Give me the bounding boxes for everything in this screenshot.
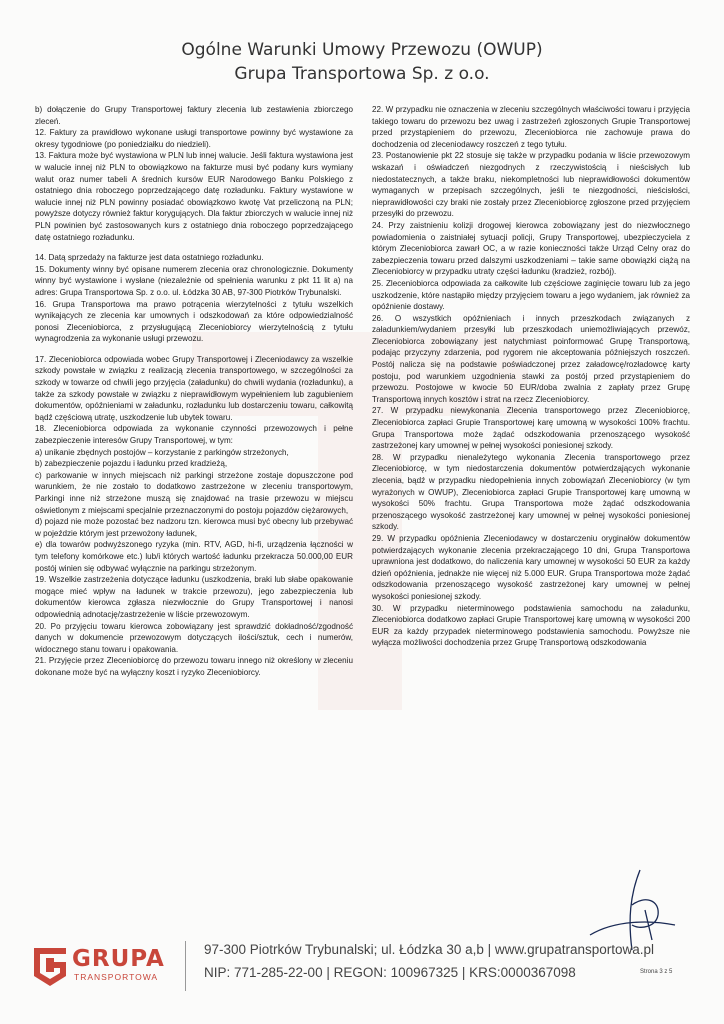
footer-address: 97-300 Piotrków Trybunalski; ul. Łódzka 30 a,b | www.grupatransportowa.pl bbox=[204, 942, 654, 957]
clause-item: d) pojazd nie może pozostać bez nadzoru tzn. kierowca musi być obecny lub przebywać w pojeździe którym jest przewożony ładunek, bbox=[35, 517, 353, 538]
clause: 26. O wszystkich opóźnieniach i innych przeszkodach związanych z załadunkiem/wydaniem przesyłki lub przeszkodach uniemożliwiających przewóz, Zleceniobiorca zobowiązany jest natychmiast poinformować Grupę Transportową, podając przyczyny zdarzenia, pod rygorem nie akceptowania późniejszych roszczeń. Postój nalicza się na podstawie poświadczonej przez załadowcę/rozładowcę karty postoju, pod warunkiem uzgodnienia stawki za postój przed przystąpieniem do przewozu. Postojowe w kwocie 50 EUR/doba zwalnia z zapłaty przez Grupę Transportową innych kosztów i strat na rzecz Zleceniobiorcy. bbox=[372, 313, 690, 404]
title-line-1: Ogólne Warunki Umowy Przewozu (OWUP) bbox=[181, 40, 543, 60]
page-number: Strona 3 z 5 bbox=[640, 969, 673, 975]
clause: 13. Faktura może być wystawiona w PLN lub innej walucie. Jeśli faktura wystawiona jest w walucie innej niż PLN to obowiązkowo na fakturze musi być podany kurs wymiany walut oraz numer tabeli A średnich kursów EUR Narodowego Banku Polskiego z ostatniego dnia roboczego poprzedzającego datę rozładunku. Faktury wystawione w walucie innej niż PLN powinny posiadać obowiązkowo kwotę Vat przeliczoną na PLN; powyższe dotyczy również faktur korygujących. Dla faktur zbiorczych w walucie innej niż PLN powinien być zastosowanych kurs z ostatniego dnia roboczego poprzedzającego datę ostatniego rozładunku. bbox=[35, 151, 353, 242]
clause-item: e) dla towarów podwyższonego ryzyka (min. RTV, AGD, hi-fi, urządzenia łączności w tym telefony komórkowe etc.) lub/i których wartość ładunku przekracza 50.000,00 EUR postój winien się odbywać wyłącznie na parkingu strzeżonym. bbox=[35, 540, 353, 573]
clause: 18. Zleceniobiorca odpowiada za wykonanie czynności przewozowych i pełne zabezpieczenie interesów Grupy Transportowej, w tym: bbox=[35, 424, 353, 446]
clause-item: b) zabezpieczenie pojazdu i ładunku przed kradzieżą, bbox=[35, 459, 228, 469]
right-column bbox=[372, 104, 690, 649]
clause: 29. W przypadku opóźnienia Zleceniodawcy w dostarczeniu oryginałów dokumentów potwierdzających wykonanie zlecenia przekraczającego 10 dni, Grupa Transportowa uprawniona jest dodatkowo, do naliczenia kary umownej w wysokości 50 EUR za każdy dzień opóźnienia, jednakże nie więcej niż 5.000 EUR. Grupa Transportowa może żądać odszkodowania przenoszącego wysokość zastrzeżonej kary umownej w pełnej wysokości poniesionej szkody. bbox=[372, 533, 690, 601]
footer-divider bbox=[185, 941, 186, 991]
company-logo bbox=[30, 940, 180, 1000]
clause: 22. W przypadku nie oznaczenia w zleceniu szczególnych właściwości towaru i przyjęcia takiego towaru do przewozu bez uwag i zastrzeżeń zgłoszonych Grupie Transportowej przed przystąpieniem do przewozu, Zleceniobiorca nie zachowuje prawa do dochodzenia od zleceniodawcy roszczeń z tego tytułu. bbox=[372, 105, 690, 149]
logo-word: GRUPA bbox=[72, 946, 165, 972]
clause: 15. Dokumenty winny być opisane numerem zlecenia oraz chronologicznie. Dokumenty winny być wystawione i wysłane (niezależnie od spełnienia warunku z pkt 11 lit a) na adres: Grupa Transportowa Sp. z o.o. ul. Łódzka 30 AB, 97-300 Piotrków Trybunalski. bbox=[35, 264, 353, 297]
clause: 19. Wszelkie zastrzeżenia dotyczące ładunku (uszkodzenia, braki lub słabe opakowanie mogące mieć wpływ na ładunek w trakcie przewozu), jego zabezpieczenia lub dokumentów kierowca zgłasza niezwłocznie do Grupy Transportowej i nanosi odpowiednią adnotację/zastrzeżenie w liście przewozowym. bbox=[35, 575, 353, 619]
logo-subtitle: TRANSPORTOWA bbox=[74, 972, 159, 982]
clause: 28. W przypadku nienależytego wykonania Zlecenia transportowego przez Zleceniobiorcę, w tym niedostarczenia dokumentów potwierdzających wykonanie zlecenia, bądź w przypadku niedopełnienia innych zobowiązań Zleceniobiorcy (w tym wyrażonych w OWUP), Zleceniobiorca zapłaci Grupie Transportowej karę umowną w wysokości 50% frachtu. Grupa Transportowa może żądać odszkodowania przenoszącego wysokość zastrzeżonej kary umownej w pełnej wysokości poniesionej szkody. bbox=[372, 452, 690, 532]
logo-mark-icon bbox=[30, 942, 70, 988]
clause: 12. Faktury za prawidłowo wykonane usługi transportowe powinny być wystawione za okresy tygodniowe (po poniedziałku do niedzieli). bbox=[35, 128, 353, 149]
clause: 27. W przypadku niewykonania Zlecenia transportowego przez Zleceniobiorcę, Zleceniobiorca zapłaci Grupie Transportowej karę umowną w wysokości 100% frachtu. Grupa Transportowa może żądać odszkodowania przenoszącego wysokość zastrzeżonej kary umownej w pełnej wysokości poniesionej szkody. bbox=[372, 406, 690, 451]
clause: 25. Zleceniobiorca odpowiada za całkowite lub częściowe zaginięcie towaru lub za jego uszkodzenie, które nastąpiło między przyjęciem towaru a jego wydaniem, jak również za opóźnienie dostawy. bbox=[372, 278, 690, 312]
clause: 21. Przyjęcie przez Zleceniobiorcę do przewozu towaru innego niż określony w zleceniu dokonane może być na wyłączny koszt i ryzyko Zleceniobiorcy. bbox=[35, 656, 353, 677]
clause: 16. Grupa Transportowa ma prawo potrącenia wierzytelności z tytułu wszelkich wynikających ze zlecenia kar umownych i odszkodowań za które odpowiedzialność ponosi Zleceniobiorca, z przysługującą Zleceniobiorcy wierzytelnością z tytułu wynagrodzenia za wykonanie usługi przewozu. bbox=[35, 299, 353, 344]
clause-item: a) unikanie zbędnych postojów – korzystanie z parkingów strzeżonych, bbox=[35, 447, 289, 457]
clause: 14. Datą sprzedaży na fakturze jest data ostatniego rozładunku. bbox=[35, 253, 264, 263]
clause-item: c) parkowanie w innych miejscach niż parkingi strzeżone zostaje dopuszczone pod warunkiem, że nie zostało to dodatkowo zastrzeżone w zleceniu transportowym, Parkingi inne niż strzeżone muszą się znajdować na trasie przewozu w miejscu oświetlonym z miejscami specjalnie przeznaczonymi do postoju pojazdów ciężarowych, bbox=[35, 470, 353, 515]
title-line-2: Grupa Transportowa Sp. z o.o. bbox=[234, 64, 490, 84]
clause: b) dołączenie do Grupy Transportowej faktury zlecenia lub zestawienia zbiorczego zleceń. bbox=[35, 105, 353, 126]
left-column bbox=[35, 104, 353, 679]
document-title bbox=[0, 38, 724, 86]
clause: 20. Po przyjęciu towaru kierowca zobowiązany jest sprawdzić dokładność/zgodność danych w dokumencie przewozowym dotyczących ilości/sztuk, cech i numerów, widocznego stanu towaru i opakowania. bbox=[35, 621, 353, 654]
clause: 24. Przy zaistnieniu kolizji drogowej kierowca zobowiązany jest do niezwłocznego powiadomienia o zaistniałej sytuacji policji, Grupy Transportowej, ubezpieczyciela z którym Zleceniobiorca zawarł OC, a w razie konieczności także Urząd Celny oraz do zabezpieczenia towaru przed dalszymi uszkodzeniami – takie same obowiązki ciążą na Zleceniobiorcy w przypadku utraty części ładunku (kradzież, rozbój). bbox=[372, 220, 690, 277]
clause: 23. Postanowienie pkt 22 stosuje się także w przypadku podania w liście przewozowym wskazań i oświadczeń niezgodnych z rzeczywistością i nieścisłych lub niedostatecznych, a także braku, niekompletności lub nieprawidłowości dokumentów wymaganych w przepisach szczególnych, jeśli te niezgodności, nieścisłości, nieprawidłowości czy braki nie zostały przez Zleceniobiorcę zgłoszone przed przyjęciem przesyłki do przewozu. bbox=[372, 151, 690, 219]
footer-company-ids: NIP: 771-285-22-00 | REGON: 100967325 | KRS:0000367098 bbox=[204, 965, 576, 980]
clause: 17. Zleceniobiorca odpowiada wobec Grupy Transportowej i Zleceniodawcy za wszelkie szkody powstałe w związku z realizacją zlecenia transportowego, w szczególności za szkody w towarze od chwili jego przyjęcia (załadunku) do chwili wydania (rozładunku), a także za szkody powstałe w związku z nieprawidłowym wypełnieniem lub zagubieniem dokumentów, opóźnieniami w załadunku, rozładunku lub dostarczeniu towaru, całkowitą bądź częściową utratę, uszkodzenie lub ubytek towaru. bbox=[35, 354, 353, 422]
clause: 30. W przypadku nieterminowego podstawienia samochodu na załadunku, Zleceniobiorca dodatkowo zapłaci Grupie Transportowej karę umowną w wysokości 200 EUR za każdy przypadek nieterminowego podstawienia samochodu. Powyższe nie wyłącza możliwości dochodzenia przez Grupę Transportową odszkodowania bbox=[372, 603, 690, 648]
footer bbox=[0, 925, 724, 995]
